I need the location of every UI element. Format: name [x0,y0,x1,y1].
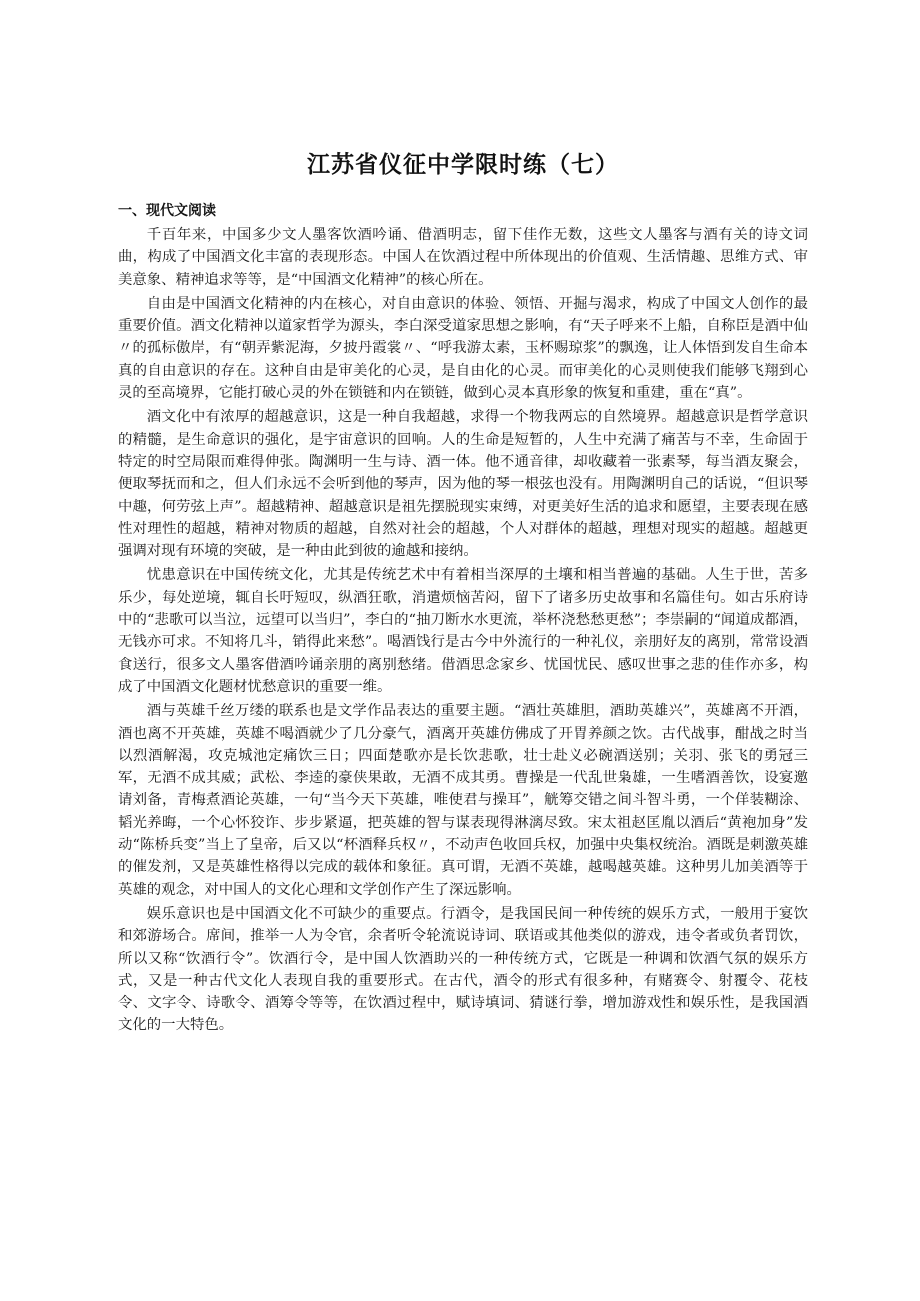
paragraph-1: 千百年来，中国多少文人墨客饮酒吟诵、借酒明志，留下佳作无数，这些文人墨客与酒有关的诗文词曲，构成了中国酒文化丰富的表现形态。中国人在饮酒过程中所体现出的价值观、生活情趣、思维方式、审美意象、精神追求等等，是“中国酒文化精神”的核心所在。 [118,227,808,288]
paragraph-4: 忧患意识在中国传统文化，尤其是传统艺术中有着相当深厚的土壤和相当普遍的基础。人生于世，苦多乐少，每处逆境，辄自长吁短叹，纵酒狂歌，消遣烦恼苦闷，留下了诸多历史故事和名篇佳句。如古乐府诗中的“悲歌可以当泣，远望可以当归”，李白的“抽刀断水水更流，举杯浇愁愁更愁”；李崇嗣的“闻道成都酒，无钱亦可求。不知将几斗，销得此来愁”。喝酒饯行是古今中外流行的一种礼仪，亲朋好友的离别，常常设酒食送行，很多文人墨客借酒吟诵亲朋的离别愁绪。借酒思念家乡、忧国忧民、感叹世事之悲的佳作亦多，构成了中国酒文化题材忧愁意识的重要一维。 [118,567,808,695]
paragraph-3: 酒文化中有浓厚的超越意识，这是一种自我超越，求得一个物我两忘的自然境界。超越意识是哲学意识的精髓，是生命意识的强化，是宇宙意识的回响。人的生命是短暂的，人生中充满了痛苦与不幸，生命固于特定的时空局限而难得伸张。陶渊明一生与诗、酒一体。他不通音律，却收藏着一张素琴，每当酒友聚会，便取琴抚而和之，但人们永远不会听到他的琴声，因为他的琴一根弦也没有。用陶渊明自己的话说，“但识琴中趣，何劳弦上声”。超越精神、超越意识是祖先摆脱现实束缚，对更美好生活的追求和愿望，主要表现在感性对理性的超越，精神对物质的超越，自然对社会的超越，个人对群体的超越，理想对现实的超越。超越更强调对现有环境的突破，是一种由此到彼的逾越和接纳。 [118,409,808,560]
document-page [118,150,808,1039]
document-title: 江苏省仪征中学限时练（七） [307,152,619,178]
section-heading: 一、现代文阅读 [118,203,216,219]
paragraph-6: 娱乐意识也是中国酒文化不可缺少的重要点。行酒令，是我国民间一种传统的娱乐方式，一般用于宴饮和郊游场合。席间，推举一人为令官，余者听令轮流说诗词、联语或其他类似的游戏，违令者或负者罚饮，所以又称“饮酒行令”。饮酒行令，是中国人饮酒助兴的一种传统方式，它既是一种调和饮酒气氛的娱乐方式，又是一种古代文化人表现自我的重要形式。在古代，酒令的形式有很多种，有赌赛令、射覆令、花枝令、文字令、诗歌令、酒筹令等等，在饮酒过程中，赋诗填词、猜谜行拳，增加游戏性和娱乐性，是我国酒文化的一大特色。 [118,905,808,1034]
paragraph-5: 酒与英雄千丝万缕的联系也是文学作品表达的重要主题。“酒壮英雄胆，酒助英雄兴”，英雄离不开酒，酒也离不开英雄，英雄不喝酒就少了几分豪气，酒离开英雄仿佛成了开胃养颜之饮。古代战事，酣战之时当以烈酒解渴，攻克城池定痛饮三日；四面楚歌亦是长饮悲歌，壮士赴义必碗酒送别；关羽、张飞的勇冠三军，无酒不成其威；武松、李逵的豪侠果敢，无酒不成其勇。曹操是一代乱世枭雄，一生嗜酒善饮，设宴邀请刘备，青梅煮酒论英雄，一句“当今天下英雄，唯使君与操耳”，觥筹交错之间斗智斗勇，一个佯装糊涂、韬光养晦，一个心怀狡诈、步步紧逼，把英雄的智与谋表现得淋漓尽致。宋太祖赵匡胤以酒后“黄袍加身”发动“陈桥兵变”当上了皇帝，后又以“杯酒释兵权〃，不动声色收回兵权，加强中央集权统治。酒既是刺激英雄的催发剂，又是英雄性格得以完成的载体和象征。真可谓，无酒不英雄，越喝越英雄。这种男儿加美酒等于英雄的观念，对中国人的文化心理和文学创作产生了深远影响。 [118,703,808,898]
paragraph-2: 自由是中国酒文化精神的内在核心，对自由意识的体验、领悟、开掘与渴求，构成了中国文人创作的最重要价值。酒文化精神以道家哲学为源头，李白深受道家思想之影响，有“天子呼来不上船，自称臣是酒中仙〃的孤标傲岸，有“朝弄紫泥海，夕披丹霞裳〃、“呼我游太素，玉杯赐琼浆”的飘逸，让人体悟到发自生命本真的自由意识的存在。这种自由是审美化的心灵，是自由化的心灵。而审美化的心灵则使我们能够飞翔到心灵的至高境界，它能打破心灵的外在锁链和内在锁链，做到心灵本真形象的恢复和重建，重在“真”。 [118,295,808,402]
